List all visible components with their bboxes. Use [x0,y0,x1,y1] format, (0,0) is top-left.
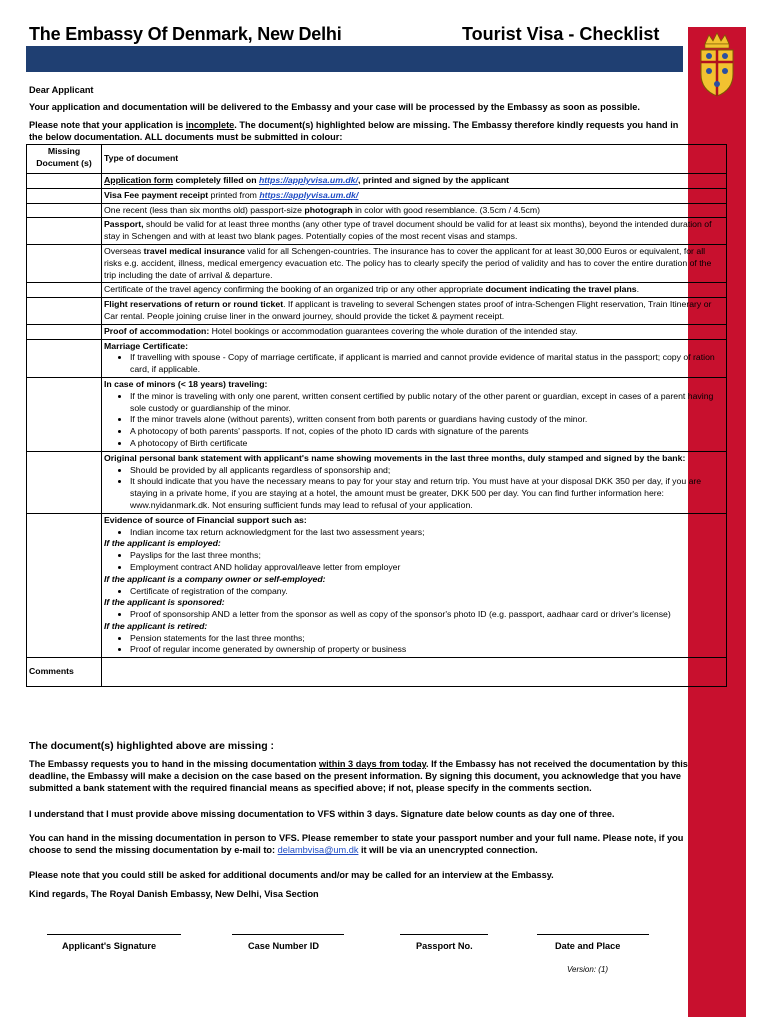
list-item: • If the minor travels alone (without parents), written consent from both parents or guardians having custody of the minor. [130,414,724,426]
comments-label: Comments [27,658,102,687]
missing-checkbox-cell[interactable] [27,298,102,325]
missing-checkbox-cell[interactable] [27,283,102,298]
list-item: • Certificate of registration of the company. [130,586,724,598]
coat-of-arms-icon [691,30,743,100]
date-place-label: Date and Place [555,941,621,951]
list-item: • Employment contract AND holiday approval/leave letter from employer [130,562,724,574]
photo-row: One recent (less than six months old) passport-size photograph in color with good resemblance. (3.5cm / 4.5cm) [102,203,727,218]
missing-checkbox-cell[interactable] [27,188,102,203]
missing-checkbox-cell[interactable] [27,203,102,218]
table-row [27,339,727,377]
missing-checkbox-cell[interactable] [27,377,102,451]
table-row [27,298,727,325]
case-number-line[interactable] [232,934,344,936]
applyvisa-link[interactable]: https://applyvisa.um.dk/ [258,175,358,185]
list-item: • Proof of regular income generated by ownership of property or business [130,644,724,656]
comments-field[interactable] [102,658,727,687]
table-row [27,203,727,218]
missing-paragraph-2: I understand that I must provide above missing documentation to VFS within 3 days. Signature date below counts as day one of three. [29,809,615,819]
list-item: • Indian income tax return acknowledgment for the last two assessment years; [130,527,724,539]
applyvisa-link[interactable]: https://applyvisa.um.dk/ [259,189,359,200]
missing-paragraph-1: The Embassy requests you to hand in the missing documentation within 3 days from today. If the Embassy has not received the documentation by this deadline, the Embassy will make a decision on the case based on the present information. By signing this document, you acknowledge that you have submitted a bank statement with the required financial means as specified above; if not, please specify in the comments section. [29,759,688,793]
missing-checkbox-cell[interactable] [27,174,102,189]
application-form-row: Application form completely filled on https://applyvisa.um.dk/, printed and signed by the applicant [102,174,727,189]
list-item: • Should be provided by all applicants regardless of sponsorship and; [130,465,724,477]
bank-statement-row: Original personal bank statement with applicant's name showing movements in the last three months, duly stamped and signed by the bank: • Should be provided by all applicants regardless of sponsorship and; • It should indicate that you have the necessary means to pay for your stay and return trip. You must have at your disposal DKK 350 per day, if you are staying in a private home, if you are staying at a hotel, the amount must be greater, DKK 500 per day. You can find further information here: www.nyidanmark.dk. Not ensuring sufficient funds may lead to refusal of your application. [102,451,727,513]
intro-line-2: Please note that your application is incomplete. The document(s) highlighted below are missing. The Embassy therefore kindly requests you hand in the below documentation. ALL documents must be submitted in colour: [29,120,679,142]
table-row [27,324,727,339]
missing-paragraph-4: Please note that you could still be asked for additional documents and/or may be called for an interview at the Embassy. [29,870,554,880]
table-row [27,188,727,203]
missing-checkbox-cell[interactable] [27,244,102,282]
financial-support-row: Evidence of source of Financial support such as: • Indian income tax return acknowledgment for the last two assessment years; If the applicant is employed: • Payslips for the last three months; • Employment contract AND holiday approval/leave letter from employer If the applicant is a company owner or self-employed: • Certificate of registration of the company. If the applicant is sponsored: • Proof of sponsorship AND a letter from the sponsor as well as copy of the sponsor's photo ID (e.g. passport, aadhaar card or driver's license) If the applicant is retired: • Pension statements for the last three months; • Proof of regular income generated by ownership of property or business [102,513,727,658]
comments-row [27,658,727,687]
document-type-header: Type of document [102,145,727,174]
applicant-signature-label: Applicant's Signature [62,941,157,951]
list-item: • If travelling with spouse - Copy of marriage certificate, if applicant is married and cannot provide evidence of marital status in the passport; copy of ration card, if applicable. [130,352,724,376]
version-label: Version: (1) [567,965,609,974]
intro-line-1: Your application and documentation will be delivered to the Embassy and your case will be processed by the Embassy as soon as possible. [29,102,640,112]
list-item: • If the minor is traveling with only one parent, written consent certified by public notary of the other parent or guardian, except in cases of a parent having sole custody or guardianship of the minor. [130,391,724,415]
list-item: • It should indicate that you have the necessary means to pay for your stay and return trip. You must have at your disposal DKK 350 per day, if you are staying in a private home, if you are staying at a hotel, the amount must be greater, DKK 500 per day. You can find further information here: www.nyidanmark.dk. Not ensuring sufficient funds may lead to refusal of your application. [130,476,724,511]
missing-checkbox-cell[interactable] [27,324,102,339]
kind-regards: Kind regards, The Royal Danish Embassy, New Delhi, Visa Section [29,889,319,899]
insurance-row: Overseas travel medical insurance valid for all Schengen-countries. The insurance has to cover the applicant for at least 30,000 Euros or equivalent, for all risks e.g. accident, illness, medical emergency evacuation etc. The policy has to clearly specify the period of validity and has to cover the entire duration of the trip including the date of arrival & departure. [102,244,727,282]
visa-fee-row: Visa Fee payment receipt printed from https://applyvisa.um.dk/ [102,188,727,203]
accommodation-row: Proof of accommodation: Hotel bookings or accommodation guarantees covering the whole duration of the intended stay. [102,324,727,339]
applicant-signature-line[interactable] [47,934,181,936]
minors-row: In case of minors (< 18 years) traveling: • If the minor is traveling with only one parent, written consent certified by public notary of the other parent or guardian, except in cases of a parent having sole custody or guardianship of the minor. • If the minor travels alone (without parents), written consent from both parents or guardians having custody of the minor. • A photocopy of both parents' passports. If not, copies of the photo ID cards with signature of the parents • A photocopy of Birth certificate [102,377,727,451]
missing-checkbox-cell[interactable] [27,451,102,513]
missing-heading: The document(s) highlighted above are missing : [29,740,275,752]
table-row [27,451,727,513]
table-row [27,283,727,298]
missing-checkbox-cell[interactable] [27,513,102,658]
table-header-row [27,145,727,174]
table-row [27,218,727,245]
passport-row: Passport, should be valid for at least three months (any other type of travel document should be valid for at least six months), beyond the intended duration of stay in Schengen and with at least two blank pages. Potentially copies of the most recent visas and stamps. [102,218,727,245]
checklist-title: Tourist Visa - Checklist [462,24,660,44]
case-number-label: Case Number ID [248,941,319,951]
missing-checkbox-cell[interactable] [27,218,102,245]
document-checklist-table [26,144,727,687]
email-link[interactable]: delambvisa@um.dk [277,845,359,855]
table-row [27,244,727,282]
missing-paragraph-3: You can hand in the missing documentation in person to VFS. Please remember to state your passport number and your full name. Please note, if you choose to send the missing documentation by e-mail to: delambvisa@um.dk it will be via an unencrypted connection. [29,833,684,855]
table-row [27,377,727,451]
passport-number-line[interactable] [400,934,488,936]
date-place-line[interactable] [537,934,649,936]
header-bar [26,46,683,72]
embassy-title: The Embassy Of Denmark, New Delhi [29,24,342,44]
list-item: • Pension statements for the last three months; [130,633,724,645]
marriage-row: Marriage Certificate: • If travelling with spouse - Copy of marriage certificate, if applicant is married and cannot provide evidence of marital status in the passport; copy of ration card, if applicable. [102,339,727,377]
travel-agency-row: Certificate of the travel agency confirming the booking of an organized trip or any other appropriate document indicating the travel plans. [102,283,727,298]
list-item: • Proof of sponsorship AND a letter from the sponsor as well as copy of the sponsor's photo ID (e.g. passport, aadhaar card or driver's license) [130,609,724,621]
flight-row: Flight reservations of return or round ticket. If applicant is traveling to several Schengen states proof of intra-Schengen Flight reservation, Train Itinerary or Car rental. People joining cruise liner in the onward journey, should provide the ticket & payment receipt. [102,298,727,325]
missing-document-header: Missing Document (s) [27,145,102,174]
list-item: • Payslips for the last three months; [130,550,724,562]
list-item: • A photocopy of Birth certificate [130,438,724,450]
missing-checkbox-cell[interactable] [27,339,102,377]
table-row [27,174,727,189]
greeting: Dear Applicant [29,85,94,95]
list-item: • A photocopy of both parents' passports. If not, copies of the photo ID cards with signature of the parents [130,426,724,438]
table-row [27,513,727,658]
passport-number-label: Passport No. [416,941,473,951]
